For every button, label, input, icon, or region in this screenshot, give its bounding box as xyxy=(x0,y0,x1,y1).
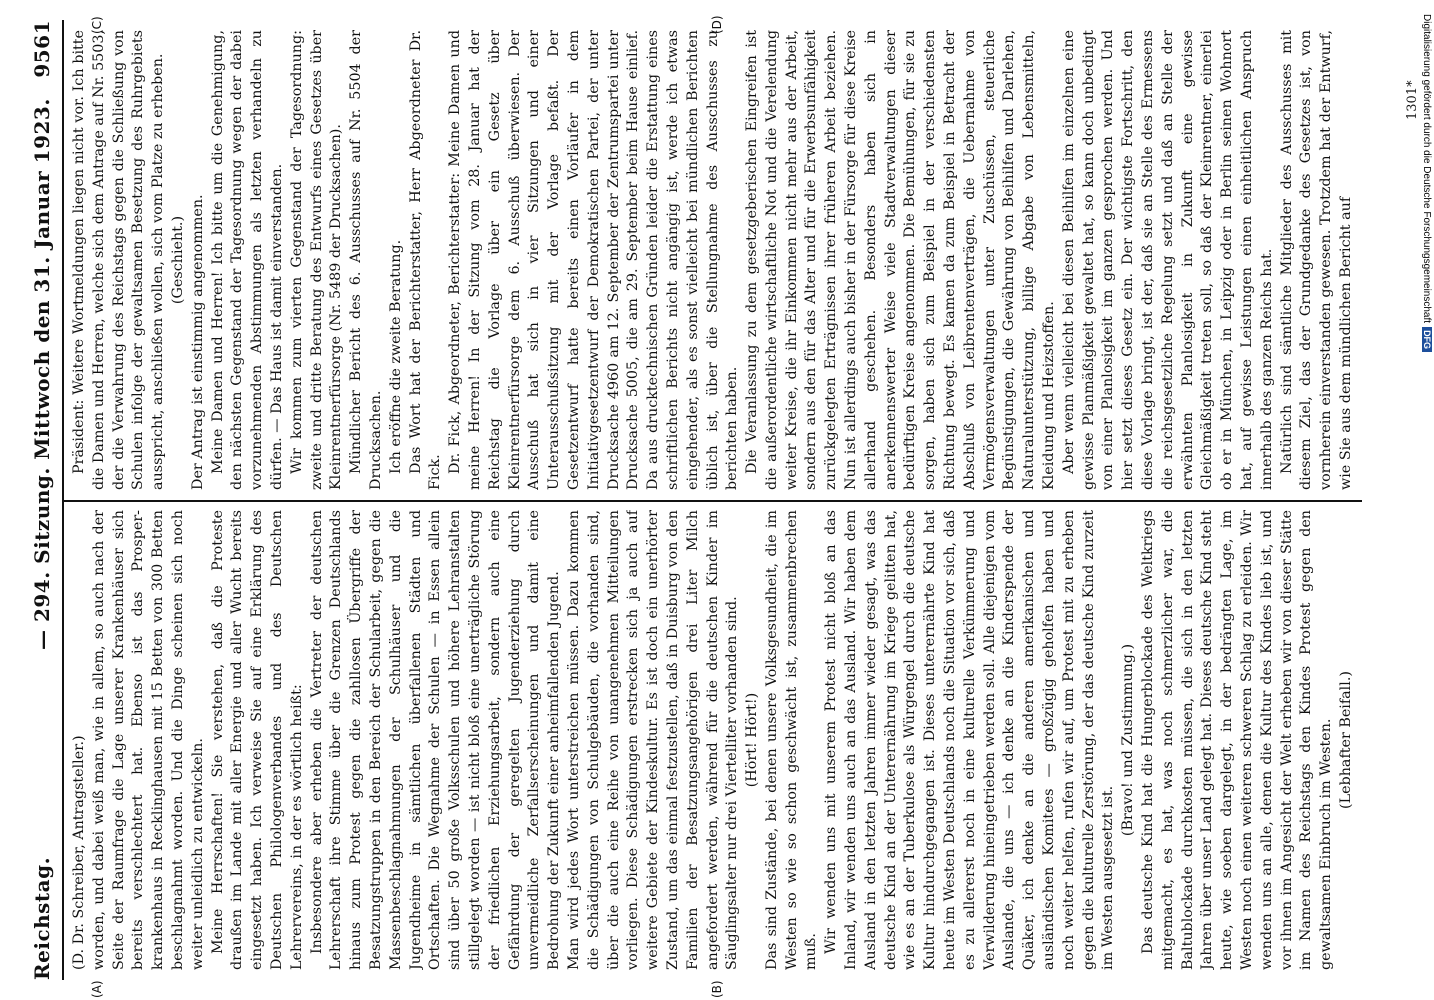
margin-mark-c: (C) xyxy=(90,16,104,34)
paragraph: Dr. Fick, Abgeordneter, Berichterstatter: Meine Damen und meine Herren! In der Sitzung vom 28. Januar hat der Reichstag die Vorlage über ein Gesetz über Kleinrentnerfürsorge dem 6. Ausschuß überwiesen. Der Ausschuß hat sich in vier Sitzungen und einer Unterausschußsitzung mit der Vorlage befaßt. Der Gesetzentwurf hatte bereits einen Vorläufer in dem Initiativgesetzentwurf der Demokratischen Partei, der unter Drucksache 4960 am 12. September der Zentrumspartei unter Drucksache 5005, die am 29. September beim Hause einlief. Da aus drucktechnischen Gründen leider die Erstattung eines schriftlichen Berichts nicht angängig ist, werde ich etwas eingehender, als es sonst vielleicht bei mündlichen Berichten üblich ist, über die Stellungnahme des Ausschusses zu berichten haben. xyxy=(447,30,741,490)
paragraph: Wir kommen zum vierten Gegenstand der Tagesordnung: zweite und dritte Beratung des Entwurfs eines Gesetzes über Kleinrentnerfürsorge (Nr. 5489 der Drucksachen). xyxy=(288,30,345,490)
header-left-title: Reichstag. xyxy=(30,856,54,980)
paragraph: Das Wort hat der Berichterstatter, Herr Abgeordneter Dr. Fick. xyxy=(407,30,444,490)
header-session-title: — 294. Sitzung. Mittwoch den 31. Januar 1923. xyxy=(30,98,54,650)
paragraph: Aber wenn vielleicht bei diesen Beihilfen im einzelnen eine gewisse Planmäßigkeit gewaltet hat, so kann doch unbedingt von einer Planlosigkeit im ganzen gesprochen werden. Und hier setzt dieses Gesetz ein. Der wichtigste Fortschritt, den diese Vorlage bringt, ist der, daß sie an Stelle des Ermessens die reichsgesetzliche Regelung setzt und daß an Stelle der erwähnten Planlosigkeit in Zukunft eine gewisse Gleichmäßigkeit treten soll, so daß der Kleinrentner, einerlei ob er in München, in Leipzig oder in Berlin seinen Wohnort hat, auf gewisse Leistungen einen einheitlichen Anspruch innerhalb des ganzen Reichs hat. xyxy=(1060,30,1275,490)
paragraph: Insbesondere aber erheben die Vertreter der deutschen Lehrerschaft ihre Stimme über die Grenzen Deutschlands hinaus zum Protest gegen die zahllosen Übergriffe der Besatzungstruppen in den Bereich der Schularbeit, gegen die Massenbeschlagnahmungen der Schulhäuser und die Jugendheime in sämtlichen überfallenen Städten und Ortschaften. Die Wegnahme der Schulen — in Essen allein sind über 50 große Volksschulen und höhere Lehranstalten stillgelegt worden — ist nicht bloß eine unerträgliche Störung der friedlichen Erziehungsarbeit, sondern auch eine Gefährdung der geregelten Jugenderziehung durch unvermeidliche Zerfallserscheinungen und damit eine Bedrohung der Zukunft einer anheimfallenden Jugend. xyxy=(308,510,563,970)
paragraph: (Bravo! und Zustimmung.) xyxy=(1120,643,1137,837)
paragraph: Natürlich sind sämtliche Mitglieder des Ausschusses mit diesem Ziel, das der Grundgedanke des Gesetzes ist, von vornherein einverstanden gewesen. Trotzdem hat der Entwurf, wie Sie aus dem mündlichen Bericht auf xyxy=(1278,30,1354,490)
dfg-note-text: Digitalisierung gefördert durch die Deutsche Forschungsgemeinschaft xyxy=(1421,14,1432,324)
paragraph: (D. Dr. Schreiber, Antragsteller.) xyxy=(71,735,87,970)
page-number: 9561 xyxy=(30,20,54,78)
paragraph: Der Antrag ist einstimmig angenommen. xyxy=(189,194,206,490)
paragraph: (Geschieht.) xyxy=(169,215,186,305)
paragraph: Das sind Zustände, bei denen unsere Volksgesundheit, die im Westen so wie so schon geschwächt ist, zusammenbrechen muß. xyxy=(763,510,820,970)
dfg-side-note xyxy=(1418,14,1432,994)
dfg-logo: DFG xyxy=(1422,327,1432,352)
paragraph: Die Veranlassung zu dem gesetzgeberischen Eingreifen ist die außerordentliche wirtschaftliche Not und die Verelendung weiter Kreise, die ihr Einkommen nicht mehr aus der Arbeit, sondern aus den für das Alter und für die Erwerbsunfähigkeit zurückgelegten Erträgnissen ihrer früheren Arbeit beziehen. Nun ist allerdings auch bisher in der Fürsorge für diese Kreise allerhand geschehen. Besonders haben sich in anerkennenswerter Weise viele Stadtverwaltungen dieser bedürftigen Kreise angenommen. Die Bemühungen, für sie zu sorgen, haben sich zum Beispiel in der verschiedensten Richtung bewegt. Es kamen da zum Beispiel in Betracht der Abschluß von Leibrentenverträgen, die Uebernahme von Vermögensverwaltungen unter Zuschüssen, steuerliche Begünstigungen, die Gewährung von Beihilfen und Darlehen, Naturalunterstützung, billige Abgabe von Lebensmitteln, Kleidung und Heizstoffen. xyxy=(744,30,1058,490)
page-header xyxy=(30,20,60,980)
paragraph: (Lebhafter Beifall.) xyxy=(1338,671,1354,809)
paragraph: Mündlicher Bericht des 6. Ausschusses auf Nr. 5504 der Drucksachen. xyxy=(348,30,384,490)
right-column xyxy=(70,30,1400,490)
paragraph: worden, und dabei weiß man, wie in allem, so auch nach der Seite der Raumfrage die Lage unserer Krankenhäuser sich bereits verschlechtert hat. Ebenso ist das Prosper-krankenhaus in Recklinghausen mit 15 Betten von 300 Betten beschlagnahmt worden. Und die Dinge scheinen sich noch weiter unleidlich zu entwickeln. xyxy=(90,510,206,970)
paragraph: Man wird jedes Wort unterstreichen müssen. Dazu kommen die Schädigungen von Schulgebäuden, die vorhanden sind, über die auch eine Reihe von unangenehmen Mitteilungen vorliegen. Diese Schädigungen erstrecken sich ja auch auf weitere Gebiete der Kindeskultur. Es ist doch ein unerhörter Zustand, um das einmal festzustellen, daß in Duisburg von den Familien der Besatzungsangehörigen drei Liter Milch angefordert werden, während für die deutschen Kinder im Säuglingsalter nur drei Viertelliter vorhanden sind. xyxy=(565,510,741,970)
paragraph: Meine Herrschaften! Sie verstehen, daß die Proteste draußen im Lande mit aller Energie und aller Wucht bereits eingesetzt haben. Ich verweise Sie auf eine Erklärung des Deutschen Philologenverbandes und des Deutschen Lehrervereins, in der es wörtlich heißt: xyxy=(209,510,305,970)
paragraph: Das deutsche Kind hat die Hungerblockade des Weltkriegs mitgemacht, es hat, was noch schmerzlicher war, die Baltublockade durchkosten müssen, die sich in den letzten Jahren über unser Land gelegt hat. Dieses deutsche Kind steht heute, wie soeben dargelegt, in der bedrängten Lage, im Westen noch einen weiteren schweren Schlag zu erleiden. Wir wenden uns an alle, denen die Kultur des Kindes lieb ist, und vor ihnen im Angesicht der Welt erheben wir von dieser Stätte im Namen des Reichstags den Kindes Protest gegen den gewaltsamen Einbruch im Westen. xyxy=(1140,510,1335,970)
margin-mark-d: (D) xyxy=(710,15,724,34)
margin-mark-a: (A) xyxy=(90,980,104,998)
paragraph: Meine Damen und Herren! Ich bitte um die Genehmigung, den nächsten Gegenstand der Tagesordnung wegen der dabei vorzunehmenden Abstimmungen als letzten verhandeln zu dürfen. — Das Haus ist damit einverstanden. xyxy=(209,30,285,490)
paragraph: Wir wenden uns mit unserem Protest nicht bloß an das Inland, wir wenden uns auch an das Ausland. Wir haben dem Ausland in den letzten Jahren immer wieder gesagt, was das deutsche Kind an der Unterernährung im Kriege gelitten hat, wie es an der Tuberkulose als Würgengel durch die deutsche Kultur hindurchgegangen ist. Dieses unterernährte Kind hat heute im Westen Deutschlands noch die Situation vor sich, daß es zu allererst noch in eine kulturelle Verkümmerung und Verwilderung hineingetrieben werden soll. Alle diejenigen vom Auslande, die uns — ich denke an die Kinderspende der Quäker, ich denke an die anderen amerikanischen und ausländischen Komitees — großzügig geholfen haben und noch weiter helfen, rufen wir auf, um Protest mit zu erheben gegen die kulturelle Zerstörung, der das deutsche Kind zurzeit im Westen ausgesetzt ist. xyxy=(823,510,1117,970)
paragraph: (Hört! Hört!) xyxy=(744,692,761,788)
margin-mark-b: (B) xyxy=(710,980,724,998)
column-divider xyxy=(62,500,1362,502)
left-column xyxy=(70,510,1400,970)
paragraph: Ich eröffne die zweite Beratung. xyxy=(387,239,404,474)
footer-number: 1301* xyxy=(1405,80,1420,120)
paragraph: Präsident: Weitere Wortmeldungen liegen nicht vor. Ich bitte die Damen und Herren, welche sich dem Antrage auf Nr. 5503, der die Verwahrung des Reichstags gegen die Schließung von Schulen infolge der gewaltsamen Besetzung des Ruhrgebiets ausspricht, anschließen wollen, sich vom Platze zu erheben. xyxy=(71,30,167,490)
